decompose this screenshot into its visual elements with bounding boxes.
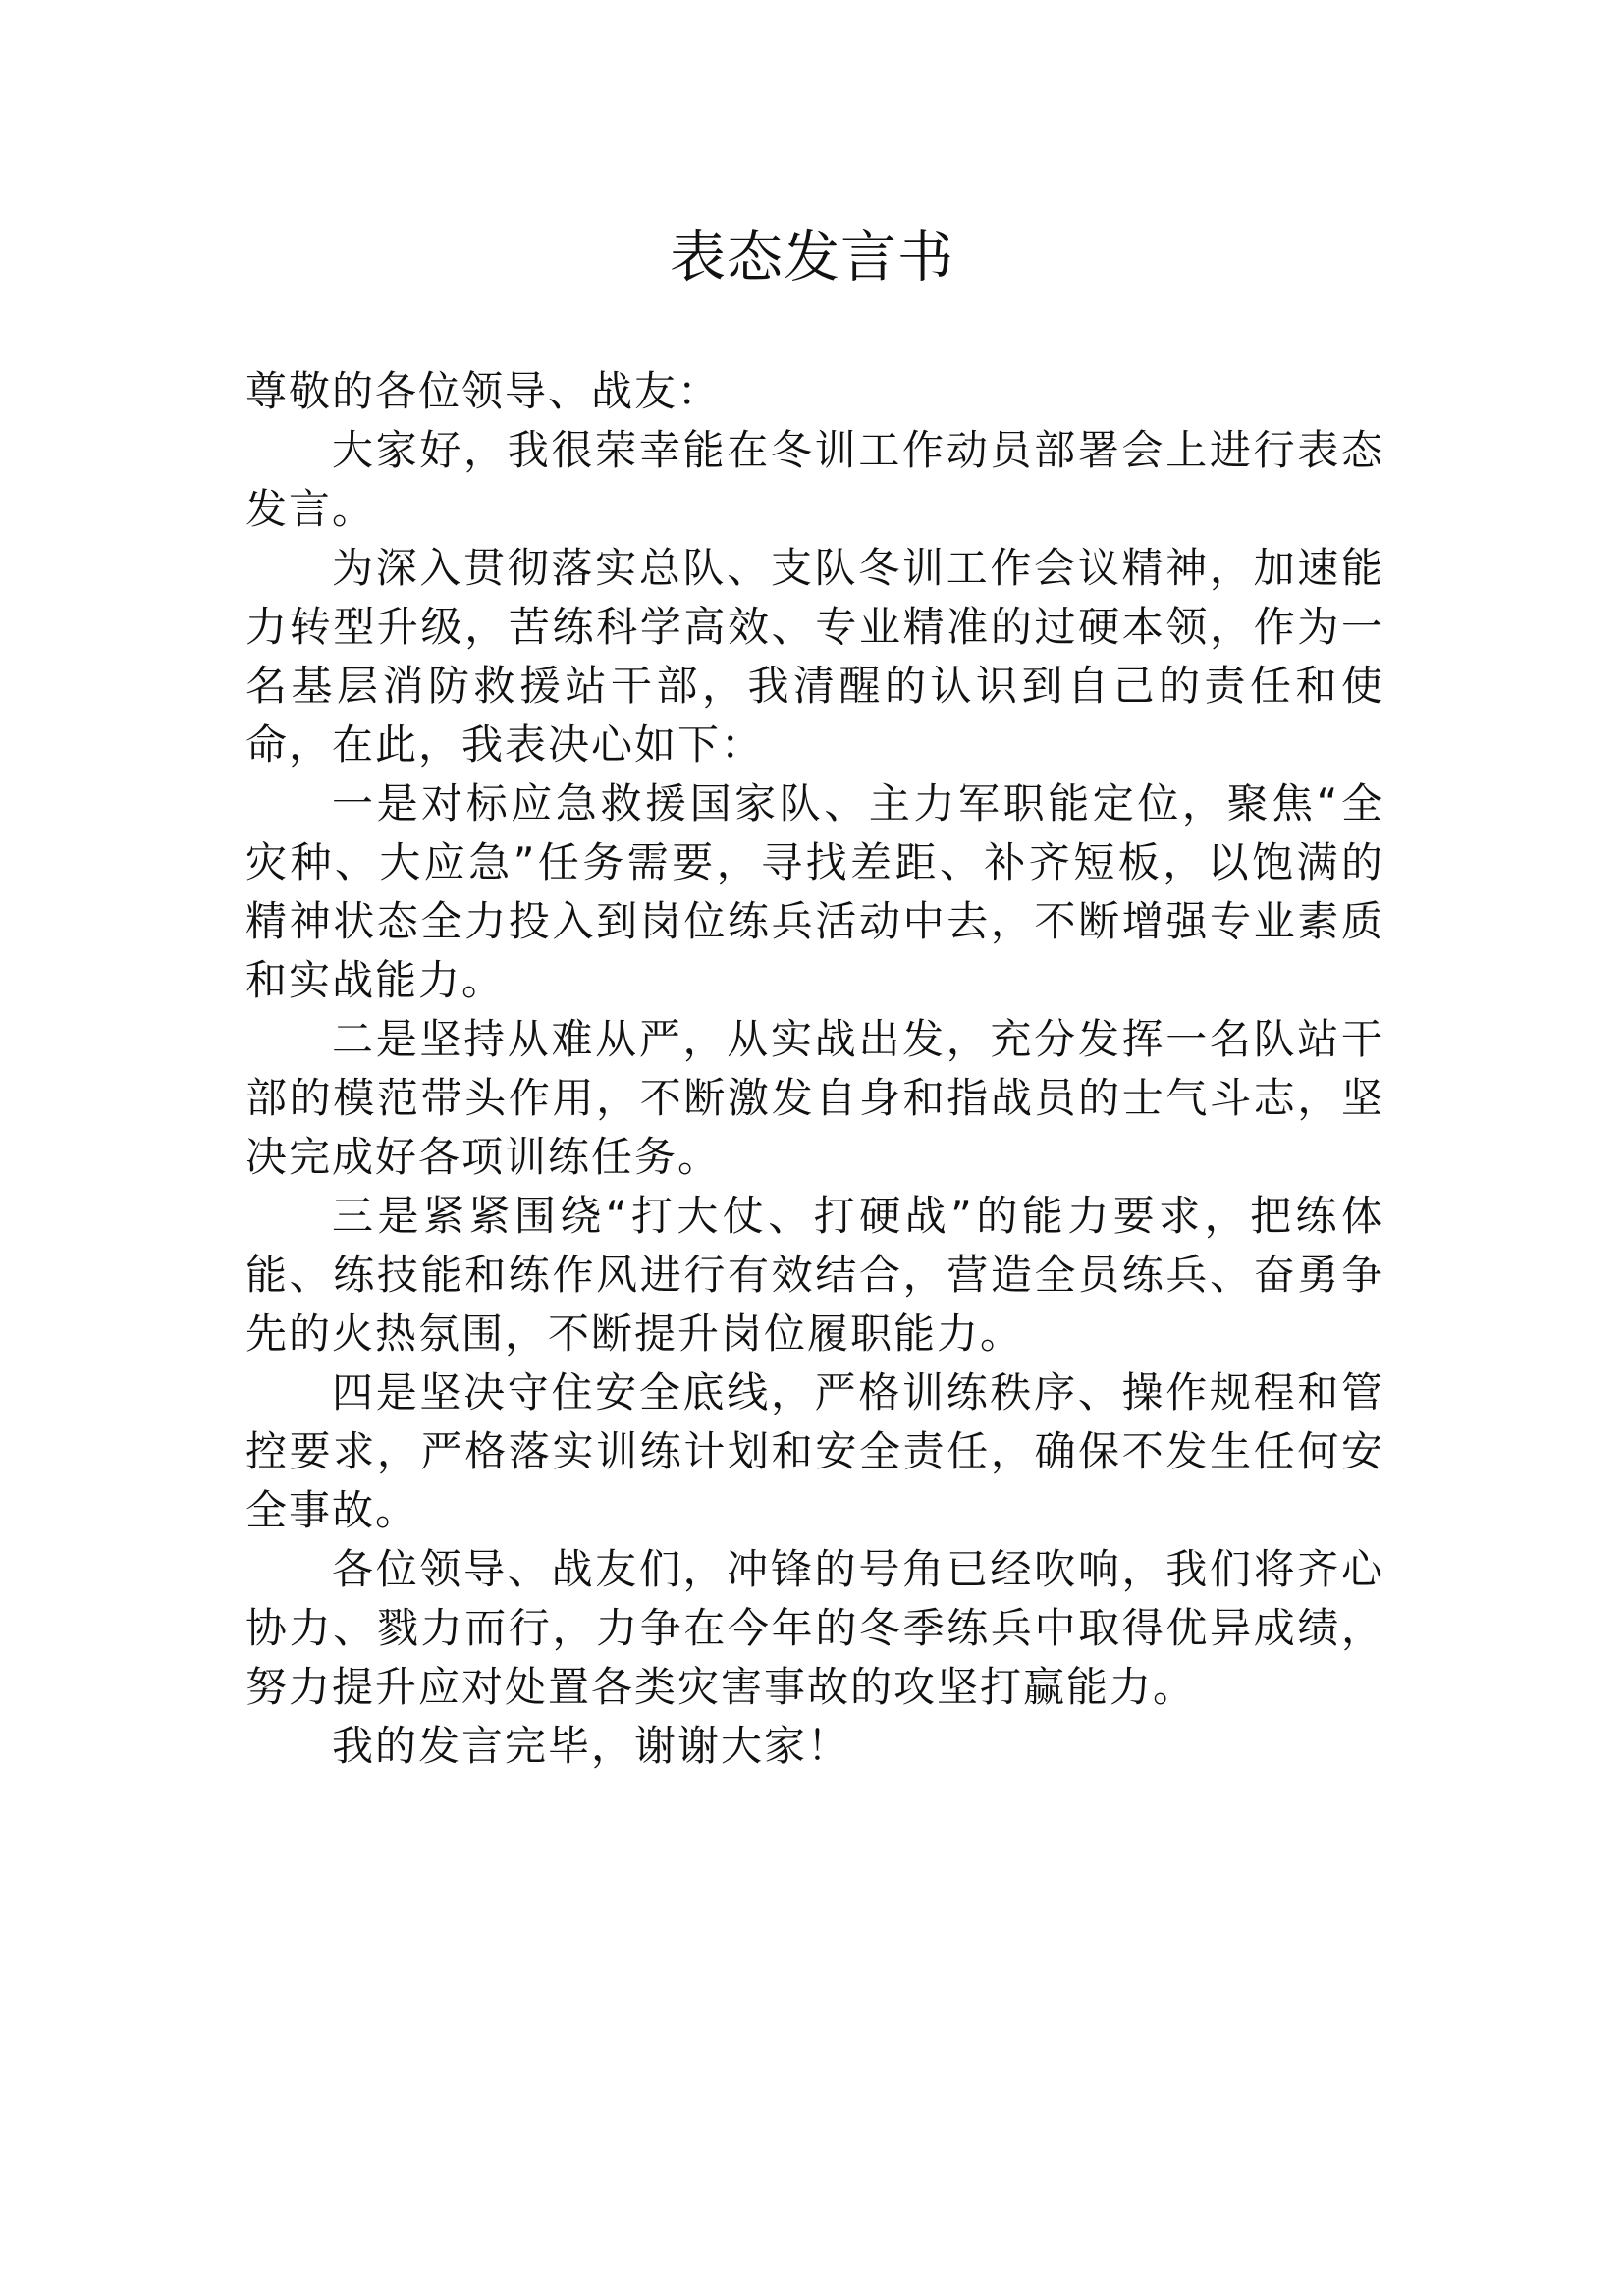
document-body — [245, 362, 1384, 1776]
paragraph-pledge-one: 一是对标应急救援国家队、主力军职能定位，聚焦“全灾种、大应急”任务需要，寻找差距、补齐短板，以饱满的精神状态全力投入到岗位练兵活动中去，不断增强专业素质和实战能力。 — [245, 779, 1384, 1004]
paragraph-pledge-three: 三是紧紧围绕“打大仗、打硬战”的能力要求，把练体能、练技能和练作风进行有效结合，营造全员练兵、奋勇争先的火热氛围，不断提升岗位履职能力。 — [245, 1192, 1384, 1358]
document-title: 表态发言书 — [670, 225, 954, 290]
paragraph-thanks: 我的发言完毕，谢谢大家！ — [332, 1722, 851, 1770]
paragraph-closing: 各位领导、战友们，冲锋的号角已经吹响，我们将齐心协力、戮力而行，力争在今年的冬季练兵中取得优异成绩，努力提升应对处置各类灾害事故的攻坚打赢能力。 — [245, 1545, 1384, 1711]
salutation: 尊敬的各位领导、战友： — [245, 367, 722, 415]
paragraph-greeting: 大家好，我很荣幸能在冬训工作动员部署会上进行表态发言。 — [245, 426, 1384, 533]
paragraph-pledge-two: 二是坚持从难从严，从实战出发，充分发挥一名队站干部的模范带头作用，不断激发自身和指战员的士气斗志，坚决完成好各项训练任务。 — [245, 1015, 1384, 1181]
paragraph-intro: 为深入贯彻落实总队、支队冬训工作会议精神，加速能力转型升级，苦练科学高效、专业精准的过硬本领，作为一名基层消防救援站干部，我清醒的认识到自己的责任和使命，在此，我表决心如下： — [245, 544, 1384, 769]
paragraph-pledge-four: 四是坚决守住安全底线，严格训练秩序、操作规程和管控要求，严格落实训练计划和安全责任，确保不发生任何安全事故。 — [245, 1368, 1384, 1534]
